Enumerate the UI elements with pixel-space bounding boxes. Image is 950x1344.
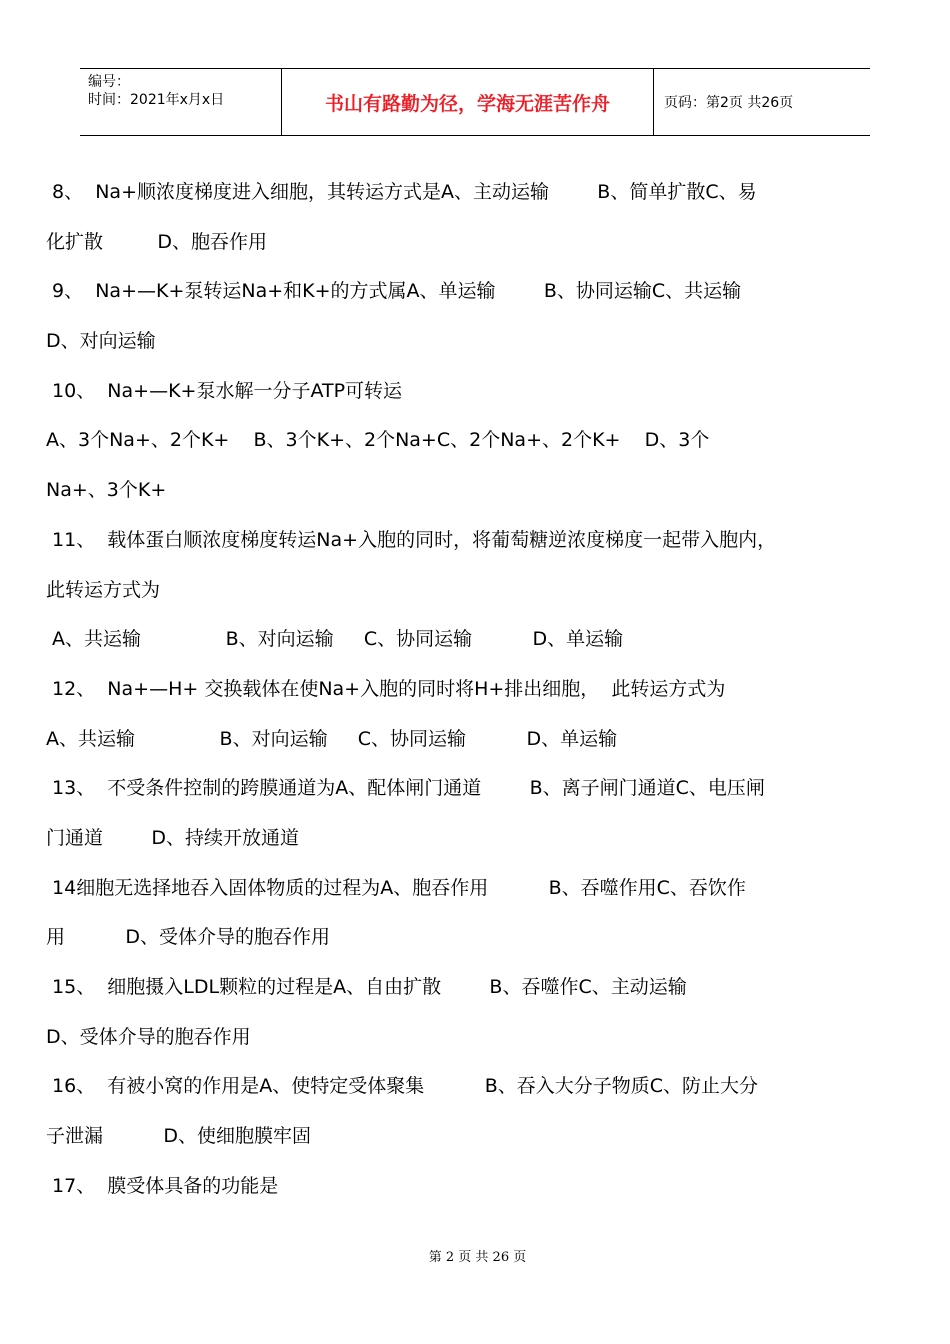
header-page-info: 页码：第2页 共26页 bbox=[664, 95, 794, 111]
document-number-label: 编号： bbox=[88, 74, 130, 90]
text-line: 12、 Na+—H+ 交换载体在使Na+入胞的同时将H+排出细胞， 此转运方式为 bbox=[46, 677, 726, 700]
text-line: 14细胞无选择地吞入固体物质的过程为A、胞吞作用 B、吞噬作用C、吞饮作 bbox=[46, 876, 746, 899]
page-footer bbox=[0, 1246, 950, 1265]
text-line: 9、 Na+—K+泵转运Na+和K+的方式属A、单运输 B、协同运输C、共运输 bbox=[46, 280, 742, 303]
text-line: D、受体介导的胞吞作用 bbox=[46, 1025, 251, 1048]
text-line: 用 D、受体介导的胞吞作用 bbox=[46, 926, 331, 949]
footer-page-number: 第 2 页 共 26 页 bbox=[428, 1250, 527, 1265]
question-body bbox=[46, 168, 912, 1211]
text-line: 化扩散 D、胞吞作用 bbox=[46, 230, 267, 253]
text-line: 13、 不受条件控制的跨膜通道为A、配体闸门通道 B、离子闸门通道C、电压闸 bbox=[46, 777, 765, 800]
text-line: 11、 载体蛋白顺浓度梯度转运Na+入胞的同时，将葡萄糖逆浓度梯度一起带入胞内， bbox=[46, 528, 777, 551]
text-line: 15、 细胞摄入LDL颗粒的过程是A、自由扩散 B、吞噬作C、主动运输 bbox=[46, 976, 687, 998]
text-line: D、对向运输 bbox=[46, 330, 156, 353]
text-line: A、共运输 B、对向运输 C、协同运输 D、单运输 bbox=[46, 628, 624, 651]
header-motto: 书山有路勤为径，学海无涯苦作舟 bbox=[282, 69, 654, 135]
text-line: Na+、3个K+ bbox=[46, 479, 167, 502]
text-line: A、共运输 B、对向运输 C、协同运输 D、单运输 bbox=[46, 727, 618, 750]
text-line: 17、 膜受体具备的功能是 bbox=[46, 1174, 279, 1197]
text-line: A、3个Na+、2个K+ B、3个K+、2个Na+C、2个Na+、2个K+ D、3个 bbox=[46, 429, 710, 452]
text-line: 此转运方式为 bbox=[46, 578, 161, 601]
text-line: 子泄漏 D、使细胞膜牢固 bbox=[46, 1125, 312, 1148]
document-date: 时间：2021年x月x日 bbox=[88, 92, 225, 108]
text-line: 16、 有被小窝的作用是A、使特定受体聚集 B、吞入大分子物质C、防止大分 bbox=[46, 1075, 758, 1098]
text-line: 门通道 D、持续开放通道 bbox=[46, 826, 299, 849]
text-line: 8、 Na+顺浓度梯度进入细胞，其转运方式是A、主动运输 B、简单扩散C、易 bbox=[46, 181, 757, 203]
header-meta bbox=[80, 69, 282, 135]
text-line: 10、 Na+—K+泵水解一分子ATP可转运 bbox=[46, 379, 403, 402]
page-header bbox=[80, 68, 870, 136]
